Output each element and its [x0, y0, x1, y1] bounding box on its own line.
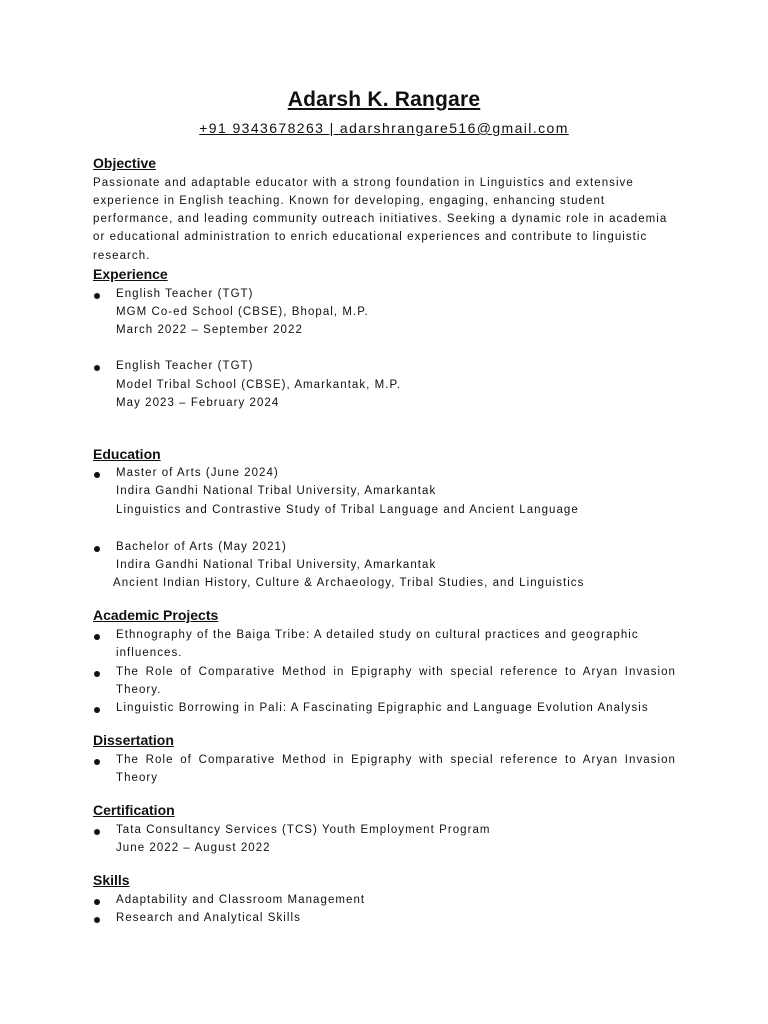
experience-heading: Experience	[93, 266, 168, 282]
education-heading: Education	[93, 446, 161, 462]
objective-line: or educational administration to enrich educational experiences and contribute to linguistic	[93, 231, 648, 243]
experience-dates: March 2022 – September 2022	[116, 324, 303, 336]
education-institution: Indira Gandhi National Tribal University, Amarkantak	[116, 559, 437, 571]
project-line: Theory.	[116, 684, 162, 696]
skills-heading: Skills	[93, 872, 130, 888]
bullet-icon	[94, 472, 100, 478]
skill-item: Adaptability and Classroom Management	[116, 894, 366, 906]
education-degree: Master of Arts (June 2024)	[116, 467, 279, 479]
education-field: Ancient Indian History, Culture & Archaeology, Tribal Studies, and Linguistics	[113, 577, 585, 589]
bullet-icon	[94, 759, 100, 765]
project-line: Ethnography of the Baiga Tribe: A detailed study on cultural practices and geographic	[116, 629, 639, 641]
experience-title: English Teacher (TGT)	[116, 360, 254, 372]
project-line: The Role of Comparative Method in Epigraphy with special reference to Aryan Invasion	[116, 666, 676, 678]
bullet-icon	[94, 899, 100, 905]
dissertation-line: Theory	[116, 772, 159, 784]
bullet-icon	[94, 634, 100, 640]
projects-heading: Academic Projects	[93, 607, 219, 623]
bullet-icon	[94, 917, 100, 923]
skill-item: Research and Analytical Skills	[116, 912, 301, 924]
dissertation-heading: Dissertation	[93, 732, 174, 748]
objective-line: Passionate and adaptable educator with a strong foundation in Linguistics and extensive	[93, 177, 634, 189]
education-institution: Indira Gandhi National Tribal University, Amarkantak	[116, 485, 437, 497]
bullet-icon	[94, 365, 100, 371]
bullet-icon	[94, 707, 100, 713]
bullet-icon	[94, 829, 100, 835]
certification-dates: June 2022 – August 2022	[116, 842, 271, 854]
project-line: Linguistic Borrowing in Pali: A Fascinating Epigraphic and Language Evolution Analysis	[116, 702, 649, 714]
objective-line: research.	[93, 250, 151, 262]
education-degree: Bachelor of Arts (May 2021)	[116, 541, 287, 553]
certification-title: Tata Consultancy Services (TCS) Youth Employment Program	[116, 824, 491, 836]
contact-info: +91 9343678263 | adarshrangare516@gmail.com	[199, 120, 569, 136]
dissertation-line: The Role of Comparative Method in Epigraphy with special reference to Aryan Invasion	[116, 754, 676, 766]
experience-org: Model Tribal School (CBSE), Amarkantak, M.P.	[116, 379, 402, 391]
bullet-icon	[94, 546, 100, 552]
experience-dates: May 2023 – February 2024	[116, 397, 280, 409]
experience-org: MGM Co-ed School (CBSE), Bhopal, M.P.	[116, 306, 369, 318]
bullet-icon	[94, 293, 100, 299]
project-line: influences.	[116, 647, 183, 659]
resume-name: Adarsh K. Rangare	[287, 88, 481, 111]
bullet-icon	[94, 671, 100, 677]
experience-title: English Teacher (TGT)	[116, 288, 254, 300]
objective-line: experience in English teaching. Known for developing, engaging, enhancing student	[93, 195, 606, 207]
objective-line: performance, and leading community outreach initiatives. Seeking a dynamic role in academia	[93, 213, 668, 225]
education-field: Linguistics and Contrastive Study of Tribal Language and Ancient Language	[116, 504, 579, 516]
objective-heading: Objective	[93, 155, 157, 171]
certification-heading: Certification	[93, 802, 175, 818]
